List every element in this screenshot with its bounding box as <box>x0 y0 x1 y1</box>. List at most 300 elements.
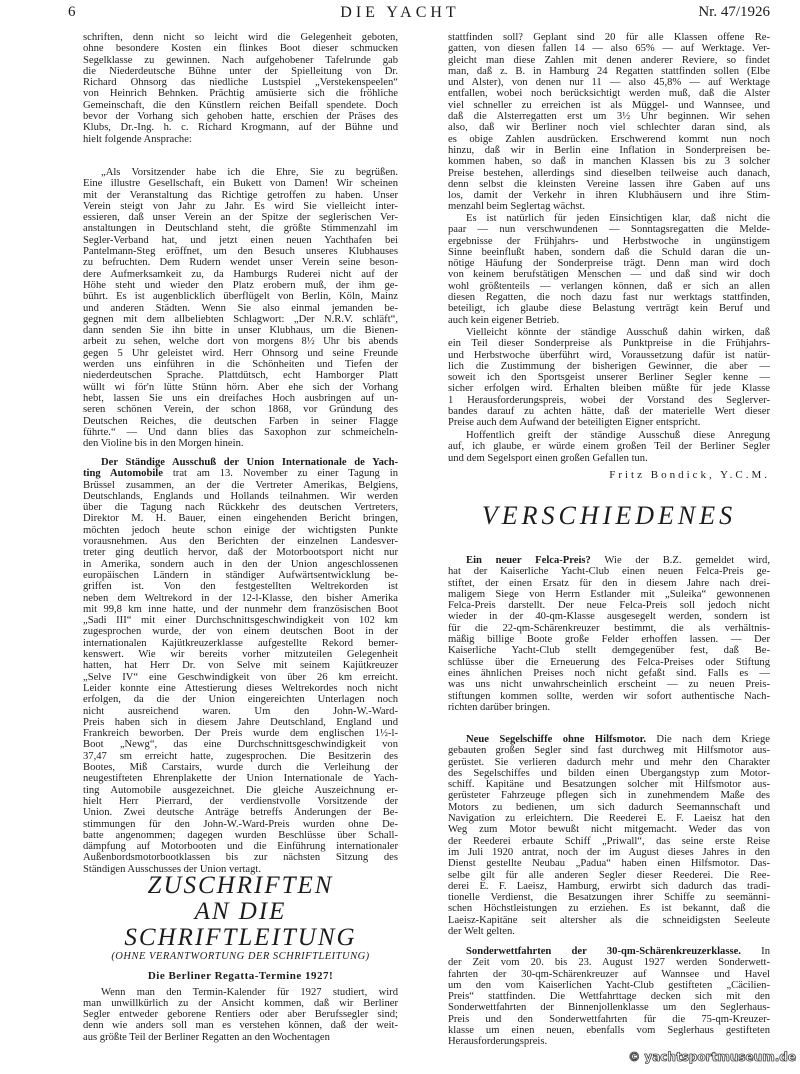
text-line <box>448 111 770 122</box>
line-text: hielt folgende Ansprache: <box>83 133 192 145</box>
line-text: was uns nicht unwahrscheinlich erscheint — zu neuen Preis- <box>448 679 770 691</box>
section-title-line1: ZUSCHRIFTEN <box>147 872 334 899</box>
text-line <box>448 441 770 452</box>
line-text: paar — nun verschwundenen — Sonntagsregatten die Melde- <box>448 224 770 236</box>
text-line <box>448 303 770 314</box>
text-line <box>83 66 398 77</box>
text-line <box>83 393 398 404</box>
line-text: Felca-Preis darstellt. Der neue Felca-Preis soll jedoch nicht <box>448 600 770 612</box>
line-text: Navigation zu erleichtern. Die Reederei E. F. Laeisz hat den <box>448 813 770 825</box>
text-line <box>83 291 398 302</box>
text-line <box>83 201 398 212</box>
letter-continuation <box>448 32 770 213</box>
text-line <box>448 892 770 903</box>
text-line <box>83 728 398 739</box>
text-line <box>83 807 398 818</box>
section-title-line2: AN DIE SCHRIFTLEITUNG <box>124 898 357 951</box>
line-text: zugesprochen wurde, der von einem deutschen Boot in der <box>83 626 398 638</box>
text-line <box>83 1020 398 1031</box>
line-text: Es ist natürlich für jeden Einsichtigen klar, daß nicht die <box>466 213 770 224</box>
line-text: nötige Häufung der Sonderpreise trägt. Denn man wird doch <box>448 258 770 270</box>
text-line <box>448 915 770 926</box>
text-line <box>448 66 770 77</box>
text-line <box>448 691 770 702</box>
text-line <box>83 359 398 370</box>
text-line <box>448 734 770 745</box>
text-line <box>83 852 398 863</box>
line-text: ein Teil dieser Sonderpreise als Punktpreise in die Frühjahrs- <box>448 338 770 350</box>
text-line <box>448 406 770 417</box>
line-text: Preise bestehen, allerdings sind dieselben teilweise auch danach, <box>448 167 770 179</box>
text-line <box>448 611 770 622</box>
watermark: © yachtsportmuseum.de <box>628 1050 796 1064</box>
line-text: stiftet, der einen Ersatz für den in diesem Jahre nach drei- <box>448 577 770 589</box>
line-text: gegen 5 Uhr geleistet wird. Herr Ohnsorg und seine Freunde <box>83 347 398 359</box>
text-line <box>83 457 398 468</box>
line-text: man unwillkürlich zu der Ansicht kommen, daß wir Berliner <box>83 997 398 1009</box>
text-line <box>83 796 398 807</box>
line-text: griffen ist. Von den festgestellten Weltrekorden ist <box>83 581 398 593</box>
line-text: um den vom Kaiserlichen Yacht-Club gestifteten „Cäcilien- <box>448 979 770 991</box>
text-line <box>448 350 770 361</box>
text-line <box>83 178 398 189</box>
text-line <box>448 991 770 1002</box>
line-text: Richard Ohnsorg das niedliche Lustspiel „Verstekenspeelen“ <box>83 77 398 89</box>
line-text: bührt. Es ist augenblicklich überflügelt von Berlin, Köln, Mainz <box>83 291 398 303</box>
line-text: Deutschlands, Englands und Hollands teilnahmen. Wir werden <box>83 490 398 502</box>
text-line <box>83 739 398 750</box>
text-line <box>448 269 770 280</box>
text-line <box>448 43 770 54</box>
line-text: man, daß z. B. in Hamburg 24 Regatten stattfinden sollen (Elbe <box>448 65 770 77</box>
issue-number: Nr. 47/1926 <box>698 4 770 20</box>
line-text: mit der Veranstaltung das Richtige getroffen zu haben. Unser <box>83 189 398 201</box>
line-text: ergebnisse der Frühjahrs- und Herbstwoche in ungünstigem <box>448 235 770 247</box>
line-text: Boot „Newg“, das eine Durchschnittsgeschwindigkeit von <box>83 739 398 751</box>
text-line <box>448 395 770 406</box>
line-text: schiff. Kapitäne und Besatzungen solcher mit Hilfsmotor aus- <box>448 779 770 791</box>
text-line <box>83 751 398 762</box>
line-text: Ständigen Ausschusses der Union vertagt. <box>83 863 262 875</box>
line-text: dann senden Sie ihn bitte in unser Klubhaus, um die Bienen- <box>83 325 398 337</box>
text-line <box>448 555 770 566</box>
line-text: zu befruchten. Dem Rudern wendet unser Verein seine beson- <box>83 257 398 269</box>
line-text: Segler-Verband hat, und jetzt einen neuen Yachthafen bei <box>83 234 398 246</box>
text-line <box>83 830 398 841</box>
line-text: für die 22-qm-Schärenkreuzer bestimmt, die als verhältnis- <box>448 622 770 634</box>
news-item-sonderwettfahrten <box>448 946 770 1048</box>
left-column <box>83 0 398 1074</box>
line-text: Deutschen Reiches, die deutschen Farben in seiner Flagge <box>83 415 398 427</box>
line-text: Vielleicht könnte der ständige Ausschuß dahin wirken, daß <box>466 327 770 338</box>
text-line <box>448 224 770 235</box>
letter-signature: Fritz Bondick, Y.C.M. <box>609 469 770 481</box>
news-item-segelschiffe <box>448 734 770 937</box>
line-text: auf, ich glaube, er würde einem großen Teil der Berliner Segler <box>448 441 770 453</box>
line-text: daß die Alsterregatten erst um 3½ Uhr beginnen. Wir sehen <box>448 111 770 123</box>
line-text: erfolgen, da die der Union eingereichten Unterlagen noch <box>83 694 398 706</box>
text-line <box>83 382 398 393</box>
text-line <box>83 773 398 784</box>
line-text: Preis“ stattfinden. Die Wettfahrttage decken sich mit den <box>448 991 770 1003</box>
text-line <box>83 841 398 852</box>
line-text: eines ähnlichen Preises noch nicht gefaßt sind. Falls es — <box>448 667 770 679</box>
line-text: maligem Siege von Herrn Estlander mit „Suleika“ gewonnenen <box>448 588 770 600</box>
text-line <box>83 416 398 427</box>
text-line <box>83 404 398 415</box>
text-line <box>448 645 770 656</box>
line-text: Segler entweder geborene Rentiers oder aber Berufssegler sind; <box>83 1009 398 1021</box>
line-text: es obige Zahlen ausdrücken. Erschwerend kommt nun noch <box>448 133 770 145</box>
text-line <box>83 819 398 830</box>
line-text: und dem Segelsport einen großen Gefallen tun. <box>448 452 648 464</box>
text-line <box>83 717 398 728</box>
text-line <box>448 858 770 869</box>
text-line <box>83 480 398 491</box>
line-text: stiftungen kommen sollte, werden wir sofort authentische Nach- <box>448 690 770 702</box>
line-text: ting Automobile ausgezeichnet. Die gleiche Auszeichnung er- <box>83 784 398 796</box>
letter-paragraph <box>448 430 770 464</box>
line-text: nicht ausreichend waren. Um den John-W.-Ward- <box>83 705 398 717</box>
line-text: hielt Herr Pierrard, der verdienstvolle Vorsitzende der <box>83 795 398 807</box>
article-title: Die Berliner Regatta-Termine 1927! <box>147 970 334 983</box>
text-line <box>448 338 770 349</box>
line-text: viel schneller zu erreichen ist als Müggel- und Wannsee, und <box>448 99 770 111</box>
line-text: 1 Herausforderungspreis, wobei der Vorstand des Seglerver- <box>448 394 770 406</box>
line-text: gebauten großen Segler sind fast durchweg mit Hilfsmotor aus- <box>448 745 770 757</box>
line-text: schlüsse über die Erneuerung des Felca-Preises oder Stiftung <box>448 656 770 668</box>
text-line <box>83 536 398 547</box>
line-text: von Heinrich Behnken. Prächtig amüsierte sich die fröhliche <box>83 88 398 100</box>
text-line <box>83 257 398 268</box>
text-line <box>83 559 398 570</box>
text-line <box>448 578 770 589</box>
text-line <box>448 847 770 858</box>
text-line <box>83 593 398 604</box>
letters-section <box>83 873 398 1043</box>
line-text: Verein steigt von Jahr zu Jahr. Es wird Sie vielleicht inter- <box>83 200 398 212</box>
text-line <box>83 604 398 615</box>
line-text: Gemeinschaft, die den Künstlern reichen Beifall spendete. Doch <box>83 99 398 111</box>
line-text: wüllt wi för'n lütte Stünn hörn. Aber ehe sich der Vorhang <box>83 381 398 393</box>
line-text: selbe gilt für alle anderen Segler dieser Reederei. Die Ree- <box>448 869 770 881</box>
letter-paragraph <box>448 327 770 429</box>
text-line <box>448 156 770 167</box>
line-text: Preise auch dem Aufwand der beteiligten Eigner entspricht. <box>448 417 701 429</box>
text-line <box>83 581 398 592</box>
line-text: in Amerika, sondern auch in den der Union angeschlossenen <box>83 558 398 570</box>
text-line <box>83 468 398 479</box>
text-line <box>448 757 770 768</box>
line-text: Dienst gestellte Neubau „Padua“ haben einen Hilfsmotor. Das- <box>448 858 770 870</box>
line-text: essieren, daß unser Verein an der Spitze der seglerischen Ver- <box>83 212 398 224</box>
text-line <box>448 168 770 179</box>
bold-lead: Der Ständige Ausschuß der Union Internationale de Yach- <box>101 457 398 468</box>
text-line <box>448 702 770 713</box>
line-text: kenswert. Wie wir bereits vorher mitzuteilen Gelegenheit <box>83 649 398 661</box>
line-text: Laeisz-Kapitäne seit altersher als die schneidigsten Seeleute <box>448 914 770 926</box>
news-item-felca-preis <box>448 555 770 713</box>
line-text: los, damit der Verkehr in ihren Klubhäusern und ihre Stim- <box>448 190 770 202</box>
text-line <box>83 134 398 145</box>
text-line <box>83 100 398 111</box>
line-text: Wie der B.Z. gemeldet wird, <box>590 555 770 566</box>
text-line <box>83 280 398 291</box>
text-line <box>83 502 398 513</box>
line-text: möchten jedoch heute schon einige der wichtigsten Punkte <box>83 524 398 536</box>
line-text: der Welt gelten. <box>448 926 515 938</box>
text-line <box>448 903 770 914</box>
line-text: und anderen Städten. Wenn Sie also einmal jemanden be- <box>83 302 398 314</box>
item-title: Neue Segelschiffe ohne Hilfsmotor. <box>466 734 647 745</box>
line-text: der Reederei erbaute Schiff „Priwall“, das seine erste Reise <box>448 835 770 847</box>
line-text: Herausforderungspreis. <box>448 1036 548 1048</box>
line-text: Brüssel zusammen, an der die Vertreter Amerikas, Belgiens, <box>83 479 398 491</box>
text-line <box>83 649 398 660</box>
text-line <box>83 269 398 280</box>
line-text: hinzu, daß wir in Berlin eine Inflation in Sonderpreisen be- <box>448 144 770 156</box>
text-line <box>83 325 398 336</box>
line-text: und Alster), von denen nur 11 — also 45,8% — auf Werktage <box>448 77 770 89</box>
line-text: fahrten der 30-qm-Schärenkreuzer auf Wannsee und Havel <box>448 968 770 980</box>
line-text: seren schönen Verein, der schon 1868, vor Gründung des <box>83 404 398 416</box>
line-text: gleicht man diese Zahlen mit denen anderer Reviere, so findet <box>448 54 770 66</box>
text-line <box>83 694 398 705</box>
text-line <box>448 623 770 634</box>
text-line <box>448 957 770 968</box>
text-line <box>448 258 770 269</box>
text-line <box>83 336 398 347</box>
text-line <box>448 881 770 892</box>
line-text: dere Aufmerksamkeit zu, da Hamburgs Ruderei nicht auf der <box>83 268 398 280</box>
text-line <box>448 292 770 303</box>
text-line <box>83 246 398 257</box>
line-text: „Sadi III“ mit einer Durchschnittsgeschwindigkeit von 102 km <box>83 615 398 627</box>
item-title: Ein neuer Felca-Preis? <box>466 555 591 566</box>
line-text: 37,47 sm erreicht hatte, zugesprochen. Die Besitzerin des <box>83 750 398 762</box>
line-text: gerüsteter Fahrzeuge pflegen sich in zunehmendem Maße des <box>448 790 770 802</box>
text-line <box>448 281 770 292</box>
text-line <box>83 513 398 524</box>
line-text: hat der Kaiserliche Yacht-Club einen neuen Felca-Preis ge- <box>448 566 770 578</box>
line-text: den Violine bis in den Morgen hinein. <box>83 438 244 450</box>
text-line <box>448 201 770 212</box>
text-line <box>83 370 398 381</box>
line-text: mäßig billige Boote große Felder erhoffen lassen. — Der <box>448 634 770 646</box>
text-line <box>83 570 398 581</box>
text-line <box>448 213 770 224</box>
text-line <box>83 77 398 88</box>
article-club-evening-paragraph <box>83 32 398 145</box>
line-text: In <box>740 946 770 957</box>
letter-paragraph <box>83 987 398 1043</box>
text-line <box>448 315 770 326</box>
line-text: Frankreich beworben. Der Preis wurde dem englischen 1½-l- <box>83 728 398 740</box>
line-text: stimmungen für den John-W.-Ward-Preis wurden ohne De- <box>83 818 398 830</box>
line-text: wieder in der 40-qm-Klasse ausgesegelt werden, sondern ist <box>448 611 770 623</box>
text-line <box>448 417 770 428</box>
line-text: europäischen Ländern in ständiger Aufwärtsentwicklung be- <box>83 569 398 581</box>
text-line <box>83 525 398 536</box>
text-line <box>83 235 398 246</box>
line-text: die Niederdeutsche Bühne unter der Spielleitung von Dr. <box>83 65 398 77</box>
text-line <box>83 348 398 359</box>
text-line <box>448 383 770 394</box>
line-text: klasse um einen neuen, ebenfalls vom Seglerhaus gestifteten <box>448 1025 770 1037</box>
line-text: wohl größtenteils — verlangen können, daß er sich an allen <box>448 280 770 292</box>
line-text: Sonderwettfahrten der Binnenjollenklasse um den Seglerhaus- <box>448 1002 770 1014</box>
line-text: Direktor M. H. Bauer, einen eingehenden Bericht bringen, <box>83 513 398 525</box>
text-line <box>448 745 770 756</box>
line-text: lich die Zustimmung der bisherigen Gewinner, die aber — <box>448 360 770 372</box>
text-line <box>448 122 770 133</box>
text-line <box>83 683 398 694</box>
line-text: treter ging deutlich hervor, daß der Motorbootsport nicht nur <box>83 547 398 559</box>
text-line <box>448 824 770 835</box>
line-text: tionelle Verdienst, die Besatzungen ihrer Schiffe zu seemänni- <box>448 892 770 904</box>
text-line <box>448 668 770 679</box>
line-text: gegnen mit dem allbeliebten Schlagwort: „Der N.R.V. schläft“, <box>83 313 398 325</box>
text-line <box>448 836 770 847</box>
text-line <box>83 547 398 558</box>
text-line <box>448 679 770 690</box>
page-number: 6 <box>68 4 76 20</box>
text-line <box>83 672 398 683</box>
line-text: Union. Zwei deutsche Anträge betreffs Änderungen der Be- <box>83 807 398 819</box>
speech-paragraph <box>83 167 398 449</box>
section-title-verschiedenes: VERSCHIEDENES <box>481 501 737 530</box>
text-line <box>83 998 398 1009</box>
text-line <box>448 247 770 258</box>
line-text: bevor der Vorhang sich gehoben hatte, erschien der Präses des <box>83 111 398 123</box>
line-text: trat am 13. November zu einer Tagung in <box>162 468 398 480</box>
text-line <box>448 779 770 790</box>
line-text: denn wie anders soll man es verstehen können, daß der weit- <box>83 1020 398 1032</box>
line-text: internationalen Kajütkreuzerklasse aufgestellte Rekord bemer- <box>83 637 398 649</box>
text-line <box>83 167 398 178</box>
line-text: arbeit zu sehen, welche dort von morgens 8½ Uhr bis abends <box>83 336 398 348</box>
text-line <box>448 88 770 99</box>
text-line <box>448 190 770 201</box>
line-text: „Als Vorsitzender habe ich die Ehre, Sie zu begrüßen. <box>101 167 398 178</box>
text-line <box>83 785 398 796</box>
line-text: werden uns einführen in die Schönheiten und Tiefen der <box>83 359 398 371</box>
text-line <box>83 1009 398 1020</box>
text-line <box>448 969 770 980</box>
text-line <box>448 361 770 372</box>
text-line <box>448 870 770 881</box>
line-text: Preis und den Sonderwettfahrten für die 75-qm-Kreuzer- <box>448 1013 770 1025</box>
line-text: kommen haben, so daß in manchen Klassen bis zu 3 solcher <box>448 156 770 168</box>
line-text: Weg zum Motor bewußt nicht mitgemacht. Weder das von <box>448 824 770 836</box>
line-text: im Juli 1920 antrat, noch der im August dieses Jahres in den <box>448 846 770 858</box>
text-line <box>448 145 770 156</box>
line-text: Bootes, Miß Carstairs, wurde durch die Verleihung der <box>83 762 398 774</box>
line-text: Außenbordsmotorbootklassen bis zur nächsten Sitzung des <box>83 852 398 864</box>
line-text: Segelklasse zu gewinnen. Nach aufgehobener Tafelrunde gab <box>83 54 398 66</box>
line-text: und Herbstwoche überführt wird, Voraussetzung dafür ist natür- <box>448 349 770 361</box>
letter-paragraph <box>448 213 770 326</box>
line-text: bandes darauf zu achten hätte, daß der materielle Wert dieser <box>448 406 770 418</box>
line-text: dämpfung auf Motorbooten und die Einführung internationaler <box>83 841 398 853</box>
text-line <box>83 88 398 99</box>
line-text: Klubs, Dr.-Ing. h. c. Richard Krogmann, auf der Bühne und <box>83 122 398 134</box>
text-line <box>448 1036 770 1047</box>
text-line <box>448 926 770 937</box>
line-text: diesen Regatten, die noch dazu fast nur werktags stattfinden, <box>448 292 770 304</box>
text-line <box>448 55 770 66</box>
bold-lead: ting Automobile <box>83 468 163 480</box>
text-line <box>448 134 770 145</box>
line-text: Die nach dem Kriege <box>646 734 770 745</box>
line-text: schriften, denn nicht so leicht wird die Gelegenheit geboten, <box>83 32 398 43</box>
text-line <box>83 438 398 449</box>
line-text: gerüstet. Sie verlieren dadurch mehr und mehr den Charakter <box>448 756 770 768</box>
line-text: soweit ich den Sportsgeist unserer Berliner Segler kenne — <box>448 372 770 384</box>
line-text: der Zeit vom 20. bis 23. August 1927 werden Sonderwett- <box>448 957 770 969</box>
text-line <box>83 706 398 717</box>
line-text: anstaltungen in Deutschland steht, die größte Stimmenzahl im <box>83 223 398 235</box>
text-line <box>83 1032 398 1043</box>
line-text: menzahl beim Seglertag wächst. <box>448 201 586 213</box>
line-text: gatten, von diesen fallen 14 — also 65% — auf Werktage. Ver- <box>448 43 770 55</box>
line-text: entfallen, wobei noch berücksichtigt werden muß, daß die Alster <box>448 88 770 100</box>
text-line <box>83 190 398 201</box>
text-line <box>448 634 770 645</box>
line-text: neugestifteten Ehrenplakette der Union Internationale de Yach- <box>83 773 398 785</box>
text-line <box>83 987 398 998</box>
line-text: Höhe steht und wieder den Platz erobern muß, der ihm ge- <box>83 279 398 291</box>
line-text: von keinem berufstätigen Menschen — und daß sind wir doch <box>448 269 770 281</box>
text-line <box>448 327 770 338</box>
text-line <box>448 980 770 991</box>
line-text: Leider konnte eine Attestierung dieses Weltrekordes noch nicht <box>83 682 398 694</box>
text-line <box>448 790 770 801</box>
text-line <box>448 600 770 611</box>
line-text: Wenn man den Termin-Kalender für 1927 studiert, wird <box>101 986 398 998</box>
line-text: des Segelschiffes und bilden einen Übergangstyp zum Motor- <box>448 767 770 779</box>
text-line <box>448 657 770 668</box>
text-line <box>83 427 398 438</box>
line-text: ohne besondere Kosten ein flinkes Boot dieser schmucken <box>83 43 398 55</box>
text-line <box>83 212 398 223</box>
line-text: Pantelmann-Steg eröffnet, um den Besuch unseres Klubhauses <box>83 246 398 258</box>
line-text: niederdeutschen Sprache. Plattdütsch, echt Hamborger Platt <box>83 370 398 382</box>
line-text: denn selbst die kleinsten Vereine lassen ihre Gaben auf uns <box>448 178 770 190</box>
text-line <box>448 946 770 957</box>
line-text: über die Tagung nach Rückkehr des deutschen Vertreters, <box>83 502 398 514</box>
text-line <box>83 660 398 671</box>
line-text: auch kein eigener Betrieb. <box>448 314 560 326</box>
text-line <box>448 179 770 190</box>
line-text: Preis haben sich in diesem Jahre Deutschland, England und <box>83 716 398 728</box>
text-line <box>448 802 770 813</box>
text-line <box>448 768 770 779</box>
text-line <box>448 813 770 824</box>
text-line <box>83 32 398 43</box>
text-line <box>448 100 770 111</box>
line-text: Motors zu bedienen, um sich dadurch Seemannschaft und <box>448 801 770 813</box>
text-line <box>448 372 770 383</box>
line-text: „Selve IV“ eine Geschwindigkeit von über 26 km erreicht. <box>83 671 398 683</box>
line-text: hebt, lassen Sie uns ein dreifaches Hoch ausbringen auf un- <box>83 392 398 404</box>
line-text: Sinne beeinflußt haben, sondern daß die Schuld daran die un- <box>448 246 770 258</box>
text-line <box>448 77 770 88</box>
text-line <box>83 111 398 122</box>
text-line <box>83 55 398 66</box>
text-line <box>448 1002 770 1013</box>
line-text: richten darüber bringen. <box>448 701 551 713</box>
